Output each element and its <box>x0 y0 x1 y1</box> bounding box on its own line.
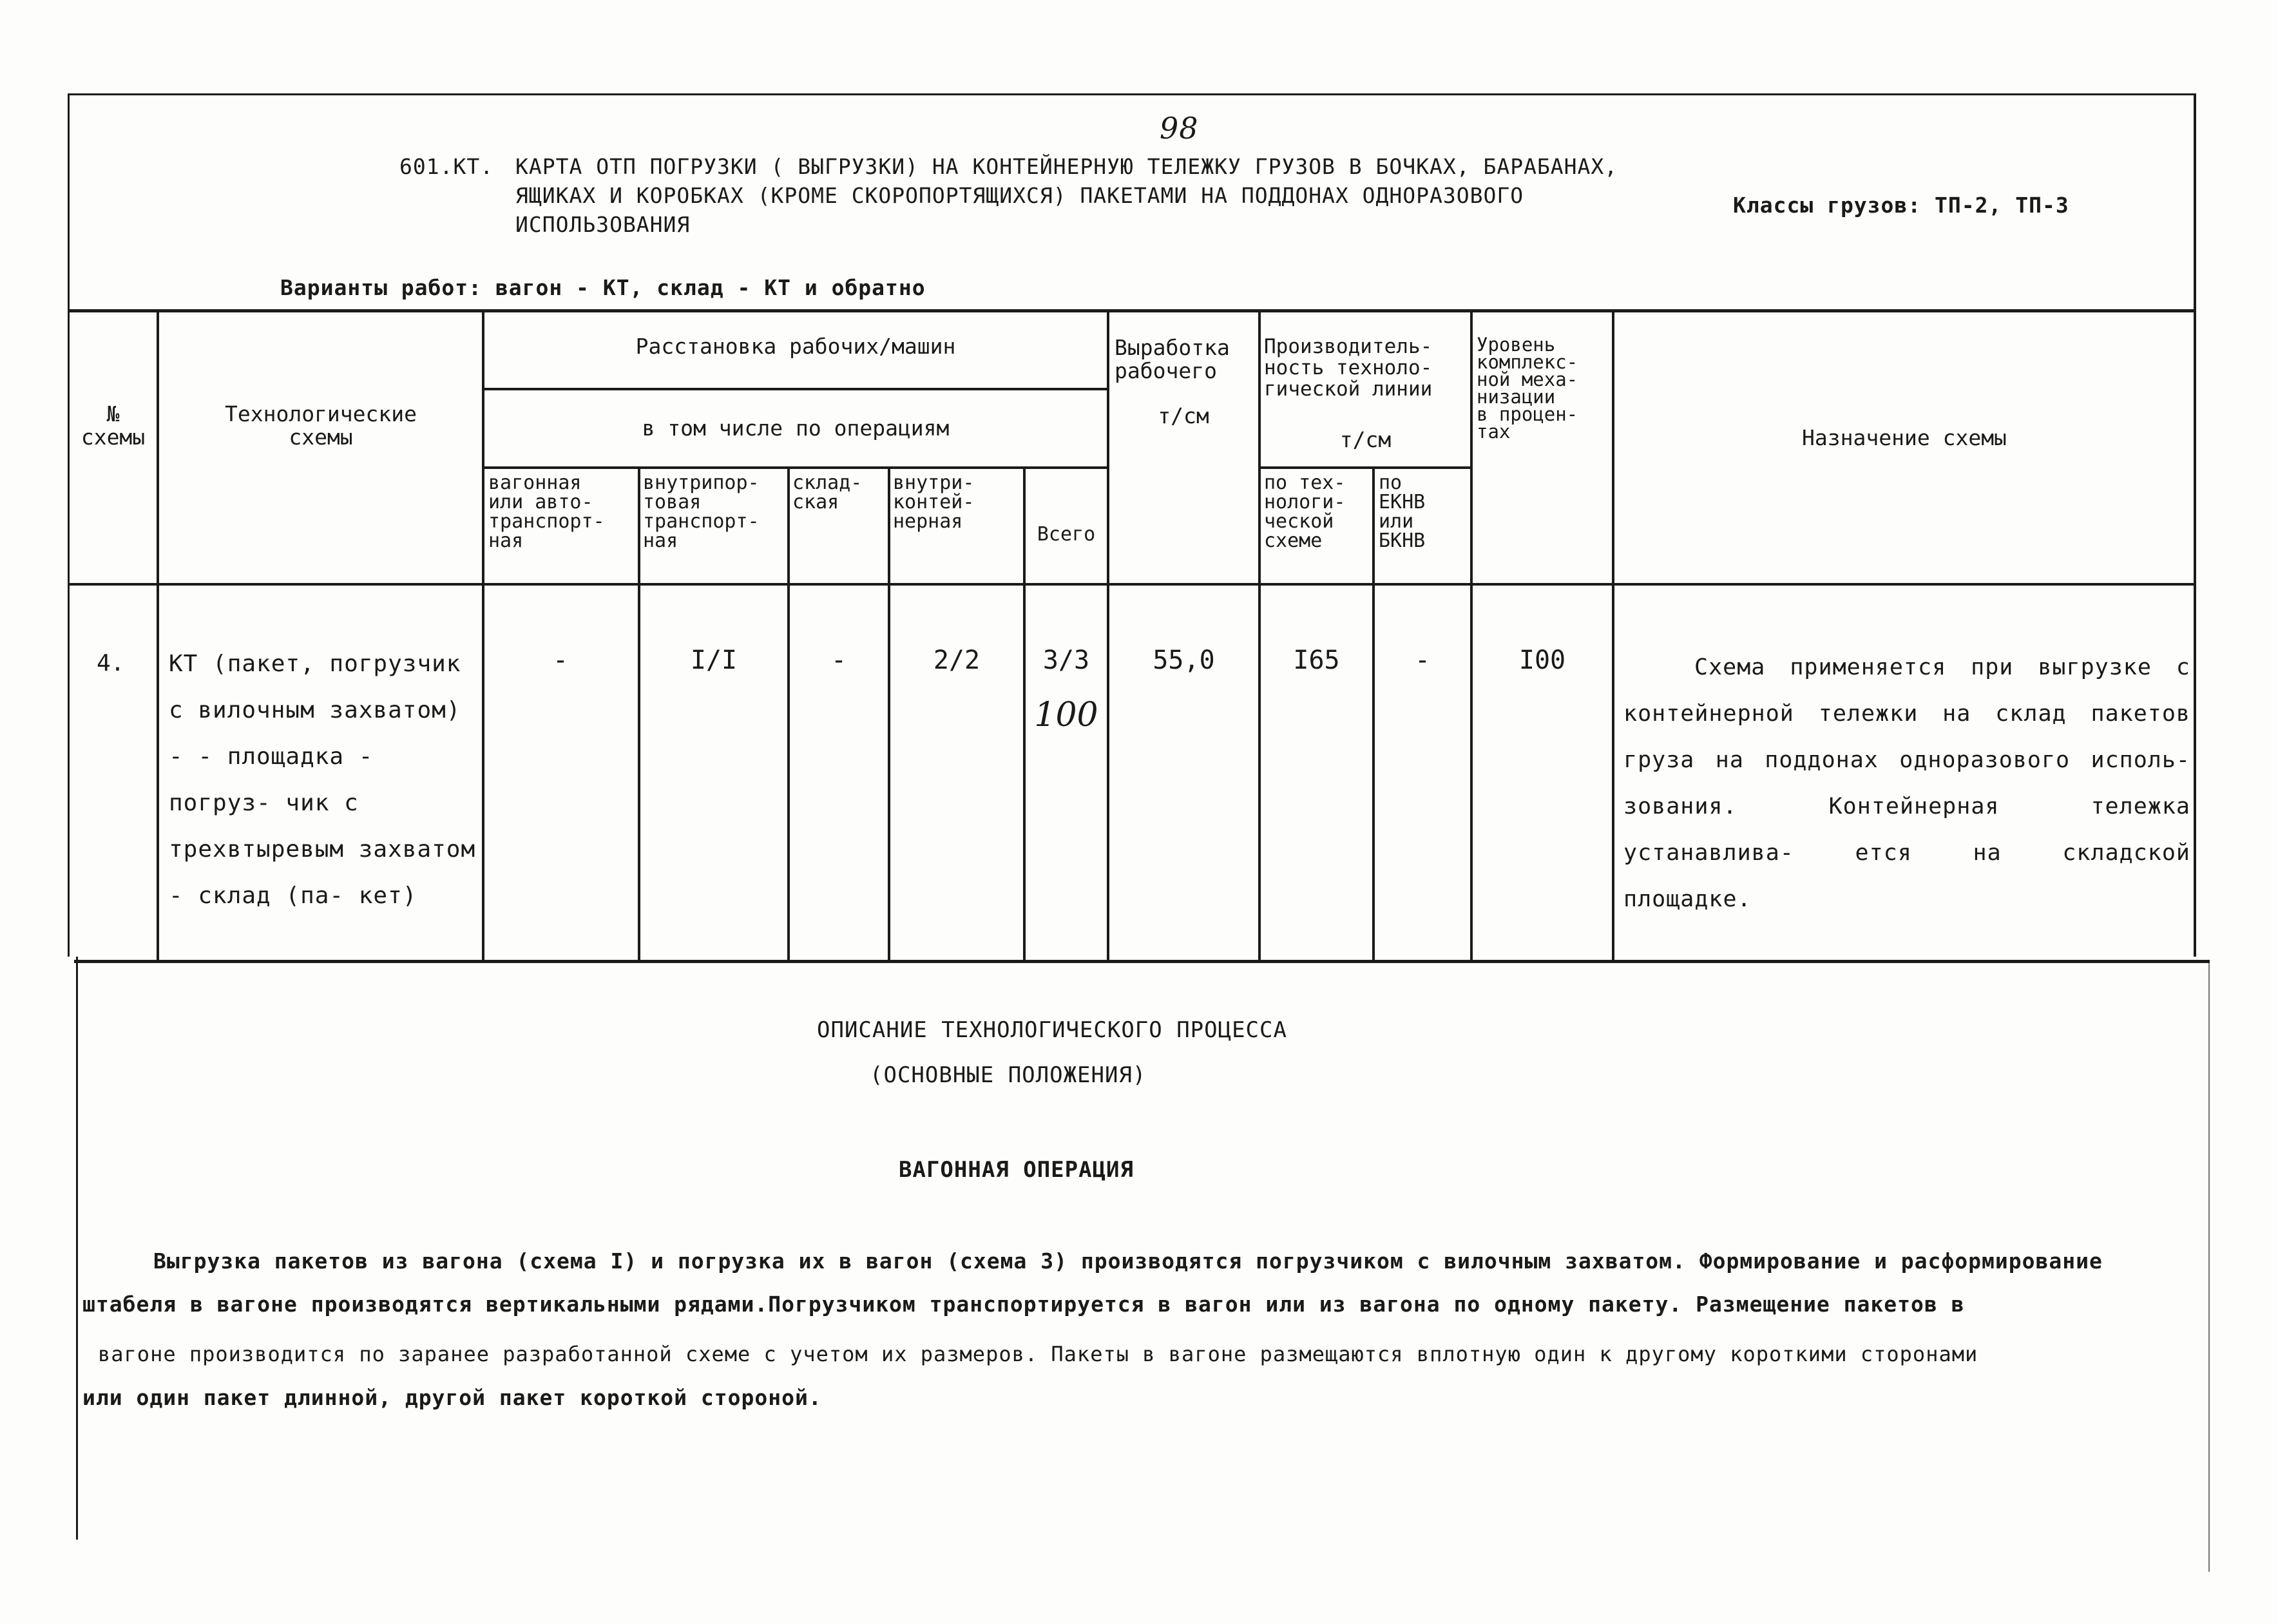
header-by-operations: в том числе по операциям <box>642 416 950 441</box>
row-wagon-auto: - <box>552 645 569 675</box>
operations-header-line <box>483 466 1108 469</box>
description-section: ВАГОННАЯ ОПЕРАЦИЯ <box>899 1157 1134 1183</box>
col-divider-5 <box>888 468 890 961</box>
placement-header-line <box>483 388 1108 390</box>
productivity-header-line <box>1259 466 1471 469</box>
description-line-1: Выгрузка пакетов из вагона (схема I) и погрузка их в вагон (схема 3) производятся погрузчиком с вилочным захватом. Формирование и расформирование <box>153 1248 2103 1274</box>
row-by-eknv: - <box>1414 645 1431 675</box>
description-line-4: или один пакет длинной, другой пакет короткой стороной. <box>82 1385 822 1410</box>
description-line-3: вагоне производится по заранее разработанной схеме с учетом их размеров. Пакеты в вагоне размещаются вплотную один к другому короткими сторонами <box>98 1342 1978 1366</box>
row-intracontainer: 2/2 <box>933 645 981 675</box>
description-subtitle: (ОСНОВНЫЕ ПОЛОЖЕНИЯ) <box>870 1062 1147 1088</box>
description-title: ОПИСАНИЕ ТЕХНОЛОГИЧЕСКОГО ПРОЦЕССА <box>817 1017 1287 1043</box>
header-intracontainer: внутри- контей- нерная <box>893 472 975 533</box>
description-line-2: штабеля в вагоне производятся вертикальными рядами.Погрузчиком транспортируется в вагон или из вагона по одному пакету. Размещение пакетов в <box>82 1292 1965 1317</box>
frame-right-line <box>2194 93 2196 957</box>
col-divider-10 <box>1470 309 1473 961</box>
row-warehouse: - <box>830 645 847 675</box>
title-line-1: КАРТА ОТП ПОГРУЗКИ ( ВЫГРУЗКИ) НА КОНТЕЙНЕРНУЮ ТЕЛЕЖКУ ГРУЗОВ В БОЧКАХ, БАРАБАНАХ, <box>515 154 1618 179</box>
row-total: 3/3 <box>1042 645 1090 675</box>
header-productivity: Производитель- ность техноло- гической линии <box>1264 335 1433 401</box>
cargo-classes: Классы грузов: ТП-2, ТП-3 <box>1733 193 2069 218</box>
row-by-tech-scheme: I65 <box>1293 645 1340 675</box>
table-bottom-line <box>74 960 2210 963</box>
row-total-handwritten: 100 <box>1034 696 1098 734</box>
header-output: Выработка рабочего <box>1115 335 1230 383</box>
header-output-unit: т/см <box>1158 403 1209 428</box>
document-code: 601.КТ. <box>399 154 494 179</box>
page-number: 98 <box>1160 111 1199 146</box>
header-purpose: Назначение схемы <box>1802 425 2007 450</box>
row-output: 55,0 <box>1153 645 1215 675</box>
row-scheme-no: 4. <box>97 650 125 676</box>
col-divider-8 <box>1258 309 1261 961</box>
header-wagon-auto: вагонная или авто- транспорт- ная <box>488 472 605 552</box>
frame-top-line <box>68 93 2194 95</box>
frame-left-line-lower <box>76 957 78 1540</box>
frame-left-line <box>68 93 70 957</box>
table-top-line <box>68 309 2194 312</box>
frame-right-line-lower <box>2208 960 2210 1572</box>
col-divider-11 <box>1612 309 1614 961</box>
row-intraport: I/I <box>690 645 738 675</box>
header-bottom-line <box>68 583 2194 586</box>
header-productivity-unit: т/см <box>1339 427 1392 452</box>
col-divider-1 <box>157 309 159 961</box>
header-placement: Расстановка рабочих/машин <box>635 334 956 359</box>
col-divider-2 <box>482 309 484 961</box>
col-divider-9 <box>1372 468 1375 961</box>
row-purpose: Схема применяется при выгрузке с контейнерной тележки на склад пакетов груза на поддонах одноразового исполь- зования. Контейнерная тележка устанавлива- ется на складской площадке. <box>1623 654 2190 912</box>
col-divider-4 <box>787 468 790 961</box>
header-by-eknv: по ЕКНВ или БКНВ <box>1379 472 1426 552</box>
title-line-3: ИСПОЛЬЗОВАНИЯ <box>515 212 691 237</box>
row-mechanization: I00 <box>1518 645 1566 675</box>
header-tech-schemes: Технологические схемы <box>224 401 417 450</box>
title-line-2: ЯЩИКАХ И КОРОБКАХ (КРОМЕ СКОРОПОРТЯЩИХСЯ) ПАКЕТАМИ НА ПОДДОНАХ ОДНОРАЗОВОГО <box>515 183 1524 208</box>
header-warehouse: склад- ская <box>792 472 863 513</box>
header-by-tech-scheme: по тех- нологи- ческой схеме <box>1264 472 1346 552</box>
header-intraport: внутрипор- товая транспорт- ная <box>643 472 760 552</box>
header-mechanization: Уровень комплекс- ной меха- низации в процен- тах <box>1477 334 1578 443</box>
header-total: Всего <box>1037 523 1096 546</box>
col-divider-3 <box>638 468 640 961</box>
row-scheme-description: КТ (пакет, погрузчик с вилочным захватом) - - площадка - погруз- чик с трехвтыревым захватом - склад (па- кет) <box>169 651 476 909</box>
header-scheme-no: № схемы <box>81 401 146 450</box>
work-variants: Варианты работ: вагон - КТ, склад - КТ и обратно <box>280 275 926 300</box>
